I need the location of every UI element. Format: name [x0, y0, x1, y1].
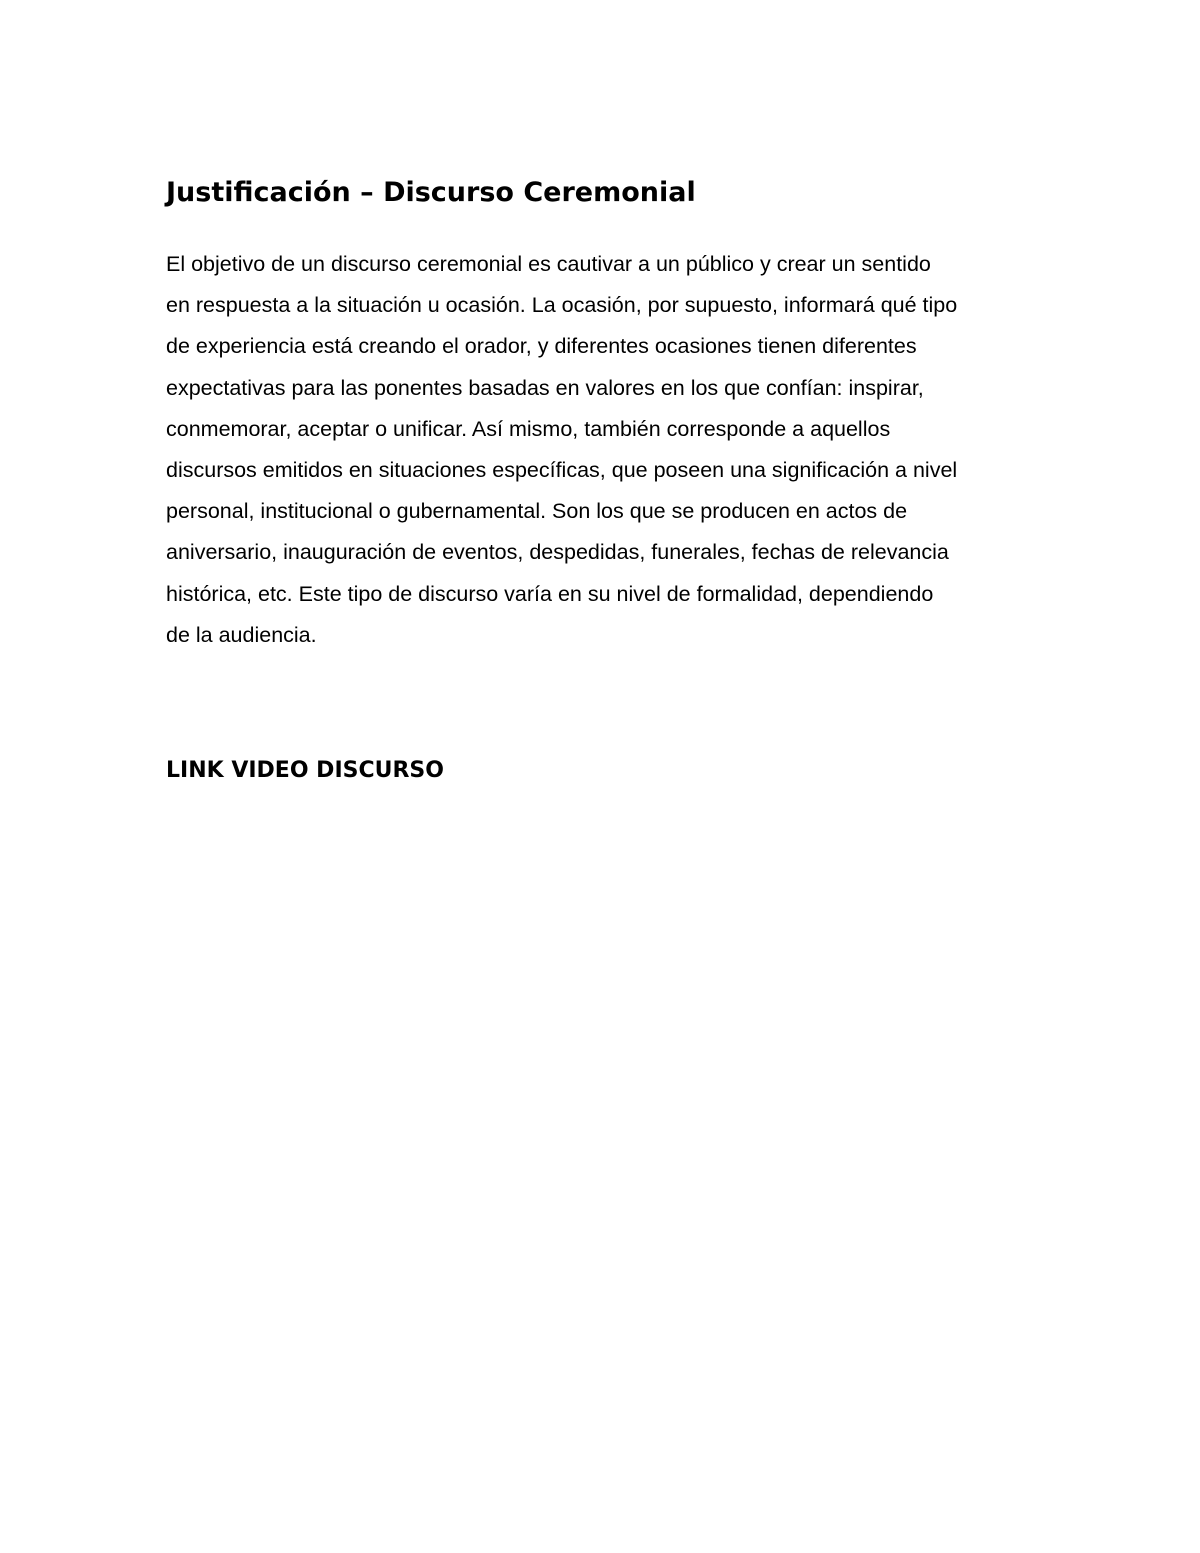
paragraph-line: histórica, etc. Este tipo de discurso varía en su nivel de formalidad, dependiendo	[166, 581, 934, 606]
link-video-heading: LINK VIDEO DISCURSO	[166, 758, 444, 783]
paragraph-line: personal, institucional o gubernamental. Son los que se producen en actos de	[166, 499, 908, 524]
paragraph-line: de la audiencia.	[166, 622, 317, 647]
paragraph-line: aniversario, inauguración de eventos, despedidas, funerales, fechas de relevancia	[166, 540, 949, 565]
body-paragraph	[166, 244, 1046, 656]
paragraph-line: de experiencia está creando el orador, y diferentes ocasiones tienen diferentes	[166, 334, 917, 359]
paragraph-line: conmemorar, aceptar o unificar. Así mismo, también corresponde a aquellos	[166, 416, 891, 441]
paragraph-line: expectativas para las ponentes basadas en valores en los que confían: inspirar,	[166, 375, 924, 400]
paragraph-line: El objetivo de un discurso ceremonial es cautivar a un público y crear un sentido	[166, 252, 931, 276]
document-title: Justificación – Discurso Ceremonial	[166, 177, 696, 208]
paragraph-line: discursos emitidos en situaciones específicas, que poseen una significación a nivel	[166, 458, 958, 483]
paragraph-line: en respuesta a la situación u ocasión. La ocasión, por supuesto, informará qué tipo	[166, 293, 958, 318]
